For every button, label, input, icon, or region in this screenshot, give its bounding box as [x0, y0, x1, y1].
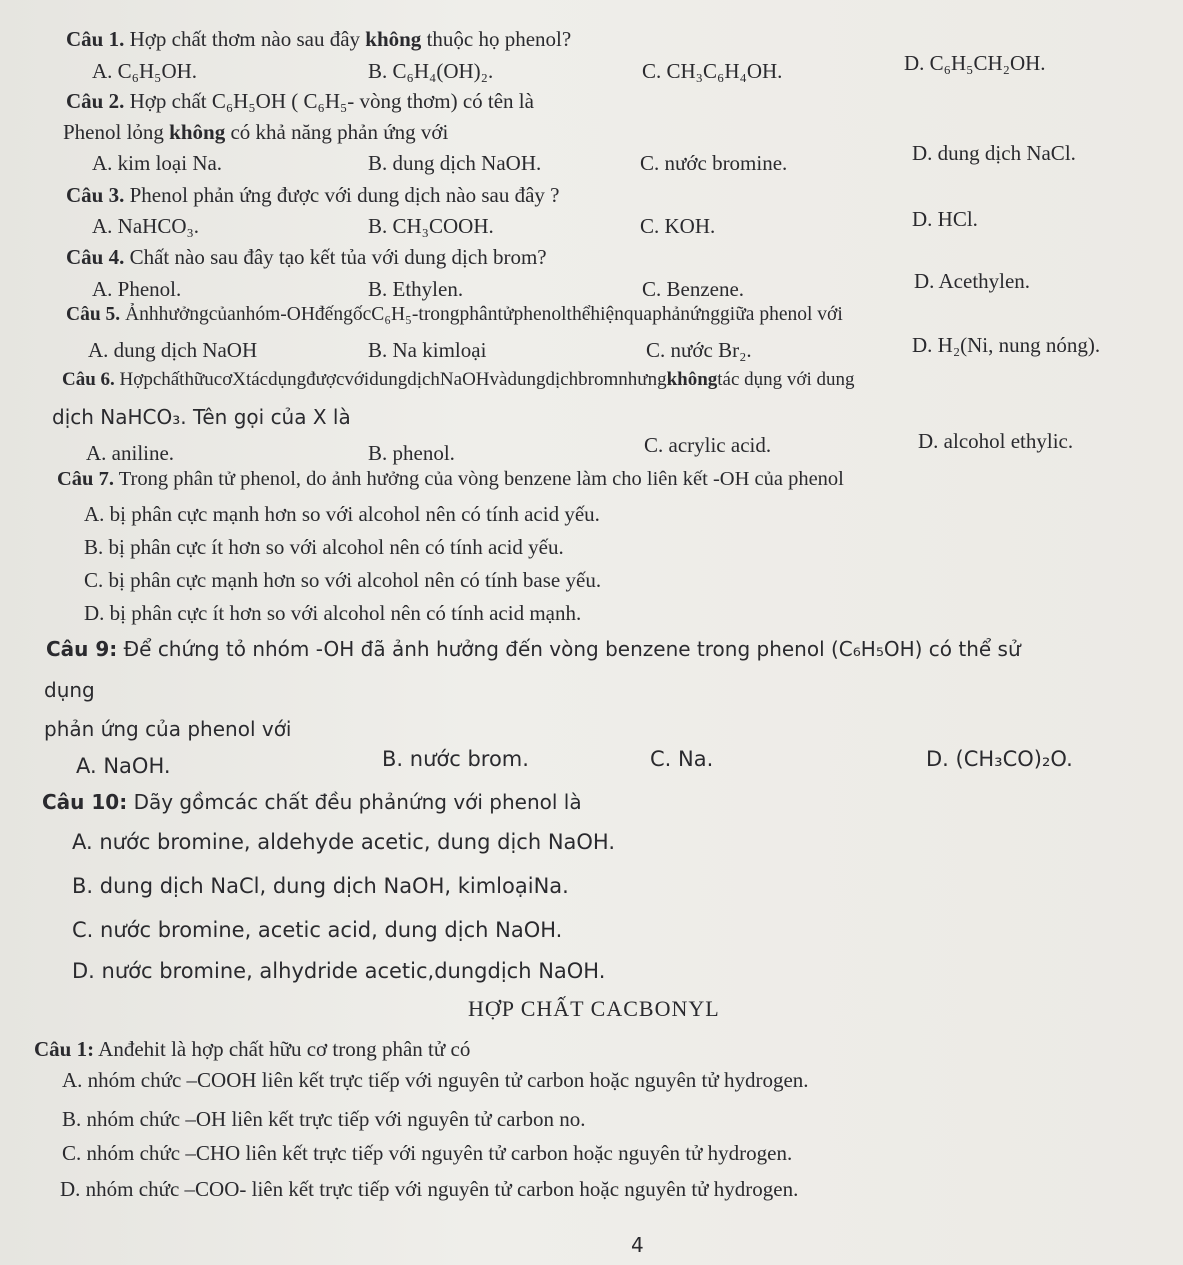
question-text: Trong phân tử phenol, do ảnh hưởng của vòng benzene làm cho liên kết -OH của phenol: [113, 468, 844, 490]
option-c: C. acrylic acid.: [644, 433, 772, 457]
question-label: Câu 2.: [66, 89, 125, 113]
emphasis: không: [169, 120, 226, 144]
option-b: B. bị phân cực ít hơn so với alcohol nên có tính acid yếu.: [84, 535, 564, 559]
question-text: có khả năng phản ứng với: [225, 120, 449, 144]
option-c: C. KOH.: [640, 214, 716, 238]
option-d: D. C₆H₅CH₂OH.: [904, 51, 1046, 75]
option-b: B. Na kimloại: [368, 338, 487, 362]
section2-question-1-stem: [34, 1036, 470, 1062]
question-6-stem: [62, 367, 855, 393]
page-number: 4: [631, 1233, 644, 1257]
option-d: D. bị phân cực ít hơn so với alcohol nên có tính acid mạnh.: [84, 601, 582, 625]
question-text: Chất nào sau đây tạo kết tủa với dung dịch brom?: [124, 245, 547, 269]
question-label: Câu 1:: [34, 1037, 95, 1061]
option-a: A. bị phân cực mạnh hơn so với alcohol nên có tính acid yếu.: [84, 502, 600, 526]
option-d: D. nhóm chức –COO- liên kết trực tiếp với nguyên tử carbon hoặc nguyên tử hydrogen.: [60, 1177, 799, 1201]
option-d: D. Acethylen.: [914, 269, 1031, 293]
question-text: Anđehit là hợp chất hữu cơ trong phân tử có: [94, 1037, 471, 1061]
question-10-stem: [42, 789, 582, 815]
question-2-stem: [66, 88, 534, 114]
option-c: C. bị phân cực mạnh hơn so với alcohol nên có tính base yếu.: [84, 568, 602, 592]
emphasis: không: [666, 369, 718, 390]
option-a: A. kim loại Na.: [92, 151, 223, 175]
option-b: B. Ethylen.: [368, 277, 464, 301]
option-c: C. CH₃C₆H₄OH.: [642, 59, 783, 83]
section-title: HỢP CHẤT CACBONYL: [468, 996, 720, 1021]
option-b: B. dung dịch NaCl, dung dịch NaOH, kimloạiNa.: [72, 874, 569, 898]
option-a: A. Phenol.: [92, 277, 182, 301]
option-d: D. nước bromine, alhydride acetic,dungdịch NaOH.: [72, 959, 606, 983]
question-6-line2: dịch NaHCO₃. Tên gọi của X là: [52, 405, 351, 429]
option-a: A. nhóm chức –COOH liên kết trực tiếp với nguyên tử carbon hoặc nguyên tử hydrogen.: [62, 1068, 809, 1092]
question-text: HợpchấthữucơXtácdụngđượcvớidungdịchNaOHvàdungdịchbromnhưng: [114, 369, 667, 390]
option-a: A. nước bromine, aldehyde acetic, dung dịch NaOH.: [72, 830, 616, 854]
option-c: C. nhóm chức –CHO liên kết trực tiếp với nguyên tử carbon hoặc nguyên tử hydrogen.: [62, 1141, 793, 1165]
question-label: Câu 10:: [42, 790, 128, 814]
question-9-stem: [46, 636, 1021, 662]
option-c: C. nước bromine, acetic acid, dung dịch NaOH.: [72, 918, 563, 942]
question-label: Câu 7.: [57, 468, 114, 490]
option-a: A. NaOH.: [76, 754, 171, 778]
option-d: D. HCl.: [912, 207, 978, 231]
option-a: A. NaHCO₃.: [92, 214, 200, 238]
question-label: Câu 5.: [66, 304, 121, 325]
question-label: Câu 6.: [62, 369, 115, 390]
option-d: D. alcohol ethylic.: [918, 429, 1074, 453]
emphasis: không: [365, 27, 422, 51]
option-a: A. dung dịch NaOH: [88, 338, 258, 362]
question-text: Hợp chất C₆H₅OH ( C₆H₅- vòng thơm) có tên là: [124, 89, 534, 113]
question-label: Câu 3.: [66, 183, 125, 207]
question-4-stem: [66, 244, 547, 270]
question-text: Phenol phản ứng được với dung dịch nào sau đây ?: [124, 183, 560, 207]
question-label: Câu 4.: [66, 245, 125, 269]
option-d: D. (CH₃CO)₂O.: [926, 747, 1073, 771]
option-b: B. phenol.: [368, 441, 455, 465]
question-5-stem: [66, 302, 843, 328]
option-c: C. Na.: [650, 747, 714, 771]
option-c: C. nước Br₂.: [646, 338, 752, 362]
question-text: Hợp chất thơm nào sau đây: [124, 27, 366, 51]
option-b: B. nước brom.: [382, 747, 529, 771]
question-2-line2: [63, 119, 448, 145]
question-9-line3: phản ứng của phenol với: [44, 717, 292, 741]
question-9-line2: dụng: [44, 678, 95, 702]
question-text: Phenol lỏng: [63, 120, 170, 144]
option-b: B. dung dịch NaOH.: [368, 151, 542, 175]
question-3-stem: [66, 182, 560, 208]
question-text: Ảnhhưởngcủanhóm-OHđếngốcC₆H₅-trongphântửphenolthểhiệnquaphảnứnggiữa phenol với: [120, 304, 843, 325]
option-b: B. CH₃COOH.: [368, 214, 494, 238]
option-c: C. Benzene.: [642, 277, 745, 301]
question-text: thuộc họ phenol?: [421, 27, 572, 51]
question-text: Để chứng tỏ nhóm -OH đã ảnh hưởng đến vòng benzene trong phenol (C₆H₅OH) có thể sử: [117, 637, 1021, 661]
question-text: Dãy gồmcác chất đều phảnứng với phenol là: [127, 790, 582, 814]
option-d: D. dung dịch NaCl.: [912, 141, 1076, 165]
question-label: Câu 9:: [46, 637, 118, 661]
question-text: tác dụng với dung: [717, 369, 855, 390]
option-c: C. nước bromine.: [640, 151, 788, 175]
question-label: Câu 1.: [66, 27, 125, 51]
option-a: A. aniline.: [86, 441, 175, 465]
option-a: A. C₆H₅OH.: [92, 59, 198, 83]
option-b: B. nhóm chức –OH liên kết trực tiếp với nguyên tử carbon no.: [62, 1107, 586, 1131]
option-b: B. C₆H₄(OH)₂.: [368, 59, 494, 83]
question-1-stem: [66, 26, 571, 52]
question-7-stem: [57, 466, 844, 492]
option-d: D. H₂(Ni, nung nóng).: [912, 333, 1101, 357]
